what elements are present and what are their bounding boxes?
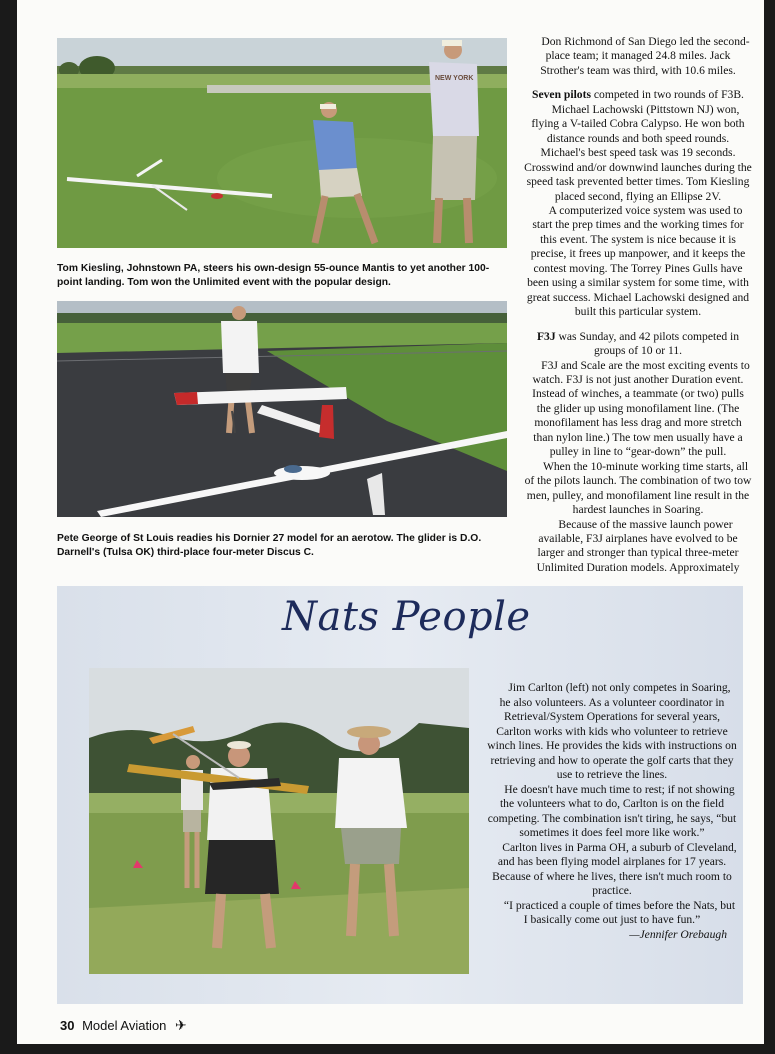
nats-people-panel [57,586,743,1004]
magazine-page [17,0,764,1044]
page-number: 30 [60,1018,75,1033]
photo-jim-carlton [89,668,469,974]
nats-people-text [487,681,737,942]
shirt-text: NEW YORK [435,75,474,82]
paragraph: Don Richmond of San Diego led the second-place team; it managed 24.8 miles. Jack Strother's team was third, with 10.6 miles. [540,35,750,77]
photo-glider-landing [57,38,507,248]
run-in-heading: F3J [536,329,556,343]
publication-name: Model Aviation [82,1018,167,1033]
paragraph: “I practiced a couple of times before the Nats, but I basically come out just to have fun.” [503,898,736,926]
paragraph: Carlton lives in Parma OH, a suburb of Cleveland, and has been flying model airplanes for 17 years. Because of where he lives, there isn't much room to practice. [492,840,737,897]
article-column [524,35,752,575]
paragraph: Because of the massive launch power available, F3J airplanes have evolved to be larger and stronger than typical three-meter Unlimited Duration models. Approximately [536,517,740,574]
paragraph: Jim Carlton (left) not only competes in Soaring, he also volunteers. As a volunteer coordinator in Retrieval/System Operations for several years, Carlton works with kids who volunteer to retrieve winch lines. He provides the kids with instructions on retrieving and how to operate the golf carts that they use to retrieve the lines. [487,681,737,781]
paragraph: A computerized voice system was used to start the prep times and the working times for this event. The system is nice because it is precise, it frees up manpower, and it keeps the contest moving. The Torrey Pines Gulls have been using a similar system for some time, with great success. Michael Lachowski designed and built this particular system. [526,203,750,319]
paragraph: F3J was Sunday, and 42 pilots competed in groups of 10 or 11. [536,329,740,358]
paragraph: Seven pilots competed in two rounds of F3B. [532,88,744,102]
paragraph: He doesn't have much time to rest; if not showing the volunteers what to do, Carlton is on the field competing. The combination isn't tiring, he says, “but sometimes it does feel more like work.” [487,782,737,839]
paragraph: When the 10-minute working time starts, all of the pilots launch. The combination of two tow men, pulley, and monofilament line result in the hardest launches in Soaring. [524,459,752,517]
photo2-caption: Pete George of St Louis readies his Dornier 27 model for an aerotow. The glider is D.O. Darnell's (Tulsa OK) third-place four-meter Discus C. [57,533,482,558]
paragraph: Michael Lachowski (Pittstown NJ) won, flying a V-tailed Cobra Calypso. He won both distance rounds and both speed rounds. Michael's best speed task was 19 seconds. Crosswind and/or downwind launches during the speed task prevented better times. Tom Kiesling placed second, flying an Ellipse 2V. [524,102,752,203]
author-signature: —Jennifer Orebaugh [629,927,727,941]
paragraph: F3J and Scale are the most exciting events to watch. F3J is not just another Duration event. Instead of winches, a teammate (or two) pulls the glider up using monofilament line. (The monofilament has less drag and more stretch than nylon line.) The tow men usually have a pulley in line to “gear-down” the pull. [532,358,750,459]
photo-aerotow [57,301,507,517]
airplane-icon: ✈ [175,1017,187,1033]
panel-title: Nats People [282,594,531,640]
run-in-heading: Seven pilots [532,88,591,102]
page-footer [60,1017,187,1034]
photo1-caption: Tom Kiesling, Johnstown PA, steers his own-design 55-ounce Mantis to yet another 100-point landing. Tom won the Unlimited event with the popular design. [57,263,490,288]
